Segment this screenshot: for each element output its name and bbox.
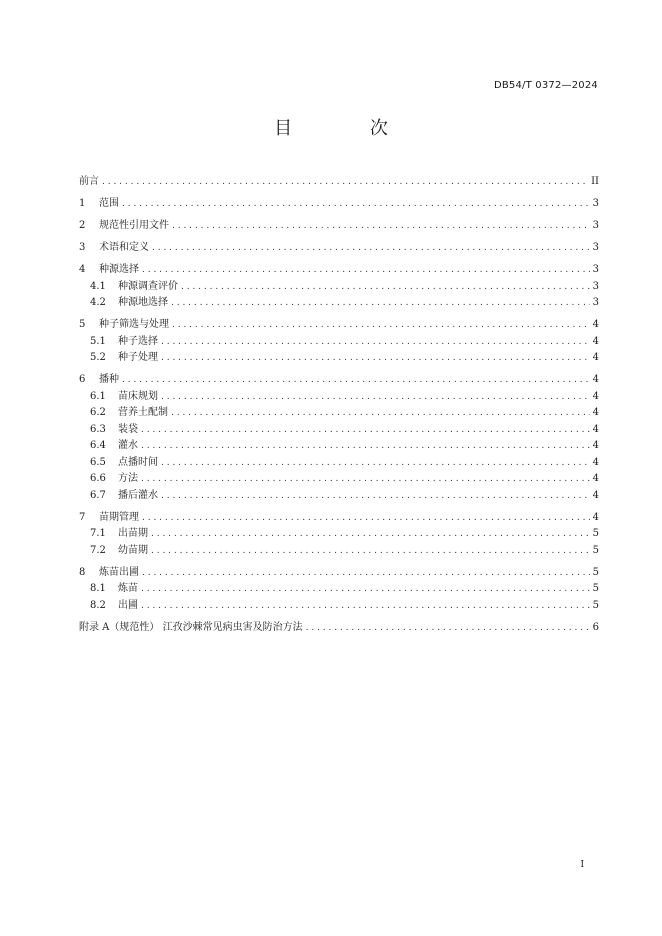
toc-entry[interactable] <box>79 334 599 351</box>
toc-entry-title: 点播时间 <box>118 456 158 468</box>
toc-entry-title: 种源选择 <box>99 264 139 275</box>
toc-entry[interactable] <box>79 372 599 389</box>
table-of-contents <box>79 174 599 636</box>
toc-entry-number: 8 <box>79 566 86 578</box>
page-title: 目 次 <box>274 118 424 139</box>
toc-entry[interactable] <box>79 438 599 455</box>
toc-entry-page: 4 <box>592 456 599 468</box>
toc-leader-dots <box>151 543 590 560</box>
toc-entry-number: 6.2 <box>90 407 106 418</box>
toc-leader-dots <box>306 620 590 637</box>
toc-entry-number: 6.7 <box>90 489 106 501</box>
toc-entry-number: 6.4 <box>90 440 106 451</box>
toc-entry-title: 苗床规划 <box>118 390 158 402</box>
toc-entry[interactable] <box>79 526 599 543</box>
toc-entry[interactable] <box>79 405 599 422</box>
page-number: I <box>580 860 584 870</box>
toc-entry[interactable] <box>79 598 599 615</box>
toc-entry-page: 3 <box>592 198 599 209</box>
toc-leader-dots <box>141 471 590 488</box>
toc-entry-page: 4 <box>592 319 599 330</box>
toc-entry-title: 前言 <box>79 176 99 187</box>
toc-entry-title: 出苗期 <box>118 528 148 539</box>
toc-entry-title: 出圃 <box>118 599 138 611</box>
toc-entry-number: 5.1 <box>90 335 106 347</box>
toc-entry-number: 5 <box>79 319 86 330</box>
toc-entry[interactable] <box>79 174 599 191</box>
toc-entry-title: 附录 A（规范性） 江孜沙棘常见病虫害及防治方法 <box>79 621 303 633</box>
toc-entry-number: 8.1 <box>90 583 106 594</box>
toc-leader-dots <box>102 174 588 191</box>
toc-entry[interactable] <box>79 240 599 257</box>
toc-entry[interactable] <box>79 488 599 505</box>
toc-entry[interactable] <box>79 262 599 279</box>
toc-entry[interactable] <box>79 317 599 334</box>
toc-entry[interactable] <box>79 565 599 582</box>
toc-entry-title: 幼苗期 <box>118 544 148 556</box>
toc-entry-number: 6.1 <box>90 390 106 402</box>
toc-leader-dots <box>172 317 590 334</box>
toc-entry[interactable] <box>79 510 599 527</box>
toc-entry[interactable] <box>79 471 599 488</box>
toc-entry-page: 5 <box>592 599 599 611</box>
toc-entry-page: II <box>591 176 599 187</box>
toc-entry-title: 苗期管理 <box>99 511 139 523</box>
toc-entry-title: 炼苗出圃 <box>99 566 139 578</box>
toc-leader-dots <box>142 510 590 527</box>
toc-leader-dots <box>151 526 590 543</box>
toc-leader-dots <box>181 279 590 296</box>
toc-entry[interactable] <box>79 350 599 367</box>
toc-leader-dots <box>171 405 590 422</box>
toc-leader-dots <box>172 218 590 235</box>
toc-entry-page: 6 <box>592 621 599 633</box>
toc-entry-number: 3 <box>79 242 86 253</box>
toc-leader-dots <box>161 488 590 505</box>
toc-entry-number: 6.6 <box>90 473 106 484</box>
toc-entry-page: 3 <box>592 220 599 231</box>
toc-entry-title: 规范性引用文件 <box>99 220 169 231</box>
toc-entry-title: 营养土配制 <box>118 407 168 418</box>
toc-entry-page: 3 <box>592 242 599 253</box>
toc-entry-number: 4 <box>79 264 86 275</box>
toc-entry[interactable] <box>79 620 599 637</box>
toc-entry-page: 5 <box>592 566 599 578</box>
toc-entry-title: 灌水 <box>118 440 138 451</box>
toc-entry-page: 4 <box>592 390 599 402</box>
toc-leader-dots <box>141 598 590 615</box>
toc-entry[interactable] <box>79 422 599 439</box>
toc-entry-page: 4 <box>592 440 599 451</box>
toc-entry-page: 4 <box>592 374 599 385</box>
toc-entry-title: 方法 <box>118 473 138 484</box>
toc-entry-number: 4.2 <box>90 297 106 308</box>
toc-entry-number: 7 <box>79 511 86 523</box>
toc-entry-page: 4 <box>592 352 599 363</box>
toc-entry-title: 装袋 <box>118 423 138 435</box>
toc-leader-dots <box>141 422 590 439</box>
toc-leader-dots <box>161 334 590 351</box>
toc-entry-number: 7.2 <box>90 544 106 556</box>
toc-entry[interactable] <box>79 581 599 598</box>
toc-entry-page: 5 <box>592 528 599 539</box>
toc-entry-page: 4 <box>592 511 599 523</box>
toc-entry-number: 6 <box>79 374 86 385</box>
toc-entry-page: 3 <box>592 264 599 275</box>
toc-entry[interactable] <box>79 279 599 296</box>
toc-entry-page: 5 <box>592 583 599 594</box>
toc-entry-number: 4.1 <box>90 280 106 292</box>
toc-entry-page: 4 <box>592 335 599 347</box>
toc-leader-dots <box>161 350 590 367</box>
toc-entry-number: 5.2 <box>90 352 106 363</box>
toc-entry-title: 种源调查评价 <box>118 280 178 292</box>
toc-leader-dots <box>161 455 590 472</box>
toc-leader-dots <box>142 565 590 582</box>
toc-leader-dots <box>161 389 590 406</box>
toc-entry-page: 4 <box>592 423 599 435</box>
toc-entry-number: 8.2 <box>90 599 106 611</box>
toc-leader-dots <box>122 196 590 213</box>
toc-entry-page: 4 <box>592 489 599 501</box>
toc-entry[interactable] <box>79 543 599 560</box>
toc-leader-dots <box>122 372 590 389</box>
toc-entry-title: 种子处理 <box>118 352 158 363</box>
toc-entry-number: 6.3 <box>90 423 106 435</box>
toc-entry-number: 7.1 <box>90 528 106 539</box>
toc-entry[interactable] <box>79 295 599 312</box>
toc-entry-title: 播后灌水 <box>118 489 158 501</box>
toc-entry[interactable] <box>79 218 599 235</box>
toc-entry-title: 范围 <box>99 198 119 209</box>
toc-leader-dots <box>171 295 590 312</box>
toc-entry-title: 种子选择 <box>118 335 158 347</box>
toc-entry[interactable] <box>79 389 599 406</box>
toc-leader-dots <box>141 581 590 598</box>
toc-entry-number: 6.5 <box>90 456 106 468</box>
toc-entry-number: 1 <box>79 198 86 209</box>
toc-leader-dots <box>142 262 590 279</box>
toc-entry-page: 5 <box>592 544 599 556</box>
standard-number: DB54/T 0372—2024 <box>493 80 598 91</box>
toc-entry-title: 炼苗 <box>118 583 138 594</box>
toc-leader-dots <box>152 240 590 257</box>
toc-entry-title: 种源地选择 <box>118 297 168 308</box>
toc-entry-title: 术语和定义 <box>99 242 149 253</box>
toc-entry-page: 3 <box>592 297 599 308</box>
toc-leader-dots <box>141 438 590 455</box>
toc-entry-title: 播种 <box>99 374 119 385</box>
toc-entry-title: 种子筛选与处理 <box>99 319 169 330</box>
toc-entry-page: 3 <box>592 280 599 292</box>
toc-entry[interactable] <box>79 455 599 472</box>
toc-entry-page: 4 <box>592 473 599 484</box>
toc-entry-page: 4 <box>592 407 599 418</box>
toc-entry[interactable] <box>79 196 599 213</box>
toc-entry-number: 2 <box>79 220 86 231</box>
